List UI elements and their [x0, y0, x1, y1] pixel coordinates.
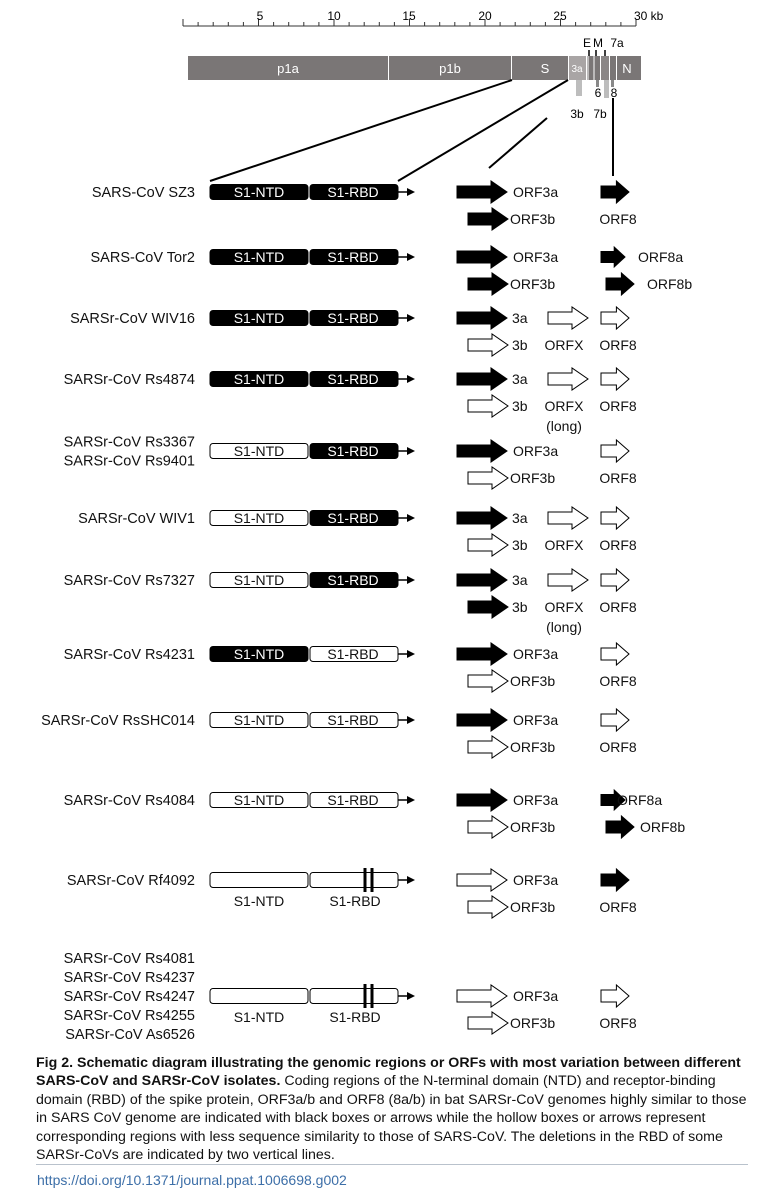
orf3b-label: 3b: [512, 599, 528, 615]
orf3a-label: ORF3a: [513, 249, 559, 265]
isolate-name: SARSr-CoV RsSHC014: [41, 713, 195, 729]
isolate-row: [92, 181, 637, 230]
spike-arrow-head: [407, 314, 415, 322]
ntd-label: S1-NTD: [233, 249, 285, 265]
segment-label-s: S: [540, 61, 550, 76]
orf8-arrow: [601, 181, 629, 203]
ntd-label: S1-NTD: [233, 310, 285, 326]
orf8-label: ORF8: [599, 1015, 637, 1031]
orfx-label: ORFX: [544, 398, 584, 414]
orfx-label: ORFX: [544, 537, 584, 553]
orfx-label: ORFX: [544, 599, 584, 615]
ntd-label: S1-NTD: [233, 712, 285, 728]
segment-3b: [576, 80, 582, 96]
orf3b-arrow: [468, 395, 508, 417]
orf3a-label: ORF3a: [513, 443, 559, 459]
orf3b-label: ORF3b: [510, 899, 556, 915]
orf3b-label: 3b: [512, 337, 528, 353]
isolate-name: SARS-CoV SZ3: [91, 185, 195, 201]
spike-arrow-head: [407, 716, 415, 724]
isolate-name: SARSr-CoV As6526: [65, 1027, 195, 1043]
orf8-label: ORF8: [599, 739, 637, 755]
orf3a-arrow: [457, 709, 507, 731]
spike-arrow-head: [407, 992, 415, 1000]
segment-label-p1a: p1a: [277, 61, 299, 76]
ntd-label: S1-NTD: [233, 572, 285, 588]
orf8-label: ORF8: [599, 673, 637, 689]
ntd-label: S1-NTD: [233, 371, 285, 387]
segment-label-n: N: [622, 61, 632, 76]
rbd-label: S1-RBD: [327, 712, 379, 728]
orf3a-label: ORF3a: [513, 988, 559, 1004]
orf8-label: ORF8: [599, 211, 637, 227]
orf3a-label: ORF3a: [513, 184, 559, 200]
isolate-name: SARSr-CoV Rs4081: [63, 951, 195, 967]
orf3b-label: 3b: [512, 537, 528, 553]
isolate-name: SARSr-CoV Rs4084: [63, 793, 195, 809]
orf8a-arrow: [601, 247, 625, 267]
spike-arrow-head: [407, 650, 415, 658]
orf3a-label: ORF3a: [513, 646, 559, 662]
segment-8: [610, 56, 616, 80]
isolate-row: [64, 368, 637, 434]
orf3b-arrow: [468, 208, 508, 230]
orf3a-arrow: [457, 246, 507, 268]
ruler-label-15: 15: [402, 9, 416, 23]
orf8-label: ORF8: [599, 398, 637, 414]
label-m: M: [593, 36, 603, 50]
spike-rbd-box: [310, 873, 398, 888]
spike-arrow-head: [407, 514, 415, 522]
ntd-label: S1-NTD: [233, 443, 285, 459]
rbd-label: S1-RBD: [327, 249, 379, 265]
isolate-row: [91, 246, 693, 295]
isolate-name: SARS-CoV Tor2: [90, 250, 195, 266]
orf3b-arrow: [468, 1012, 508, 1034]
isolate-row: [70, 307, 637, 356]
spike-ntd-box: [210, 873, 308, 888]
segment-7b: [604, 80, 609, 98]
rbd-label: S1-RBD: [329, 1009, 381, 1025]
ruler-label-25: 25: [553, 9, 567, 23]
orf8-label: ORF8: [599, 337, 637, 353]
orf3b-label: 3b: [512, 398, 528, 414]
isolate-name: SARSr-CoV Rs4247: [63, 989, 195, 1005]
ntd-label: S1-NTD: [233, 646, 285, 662]
rbd-label: S1-RBD: [327, 371, 379, 387]
ntd-label: S1-NTD: [233, 1009, 285, 1025]
orf3b-arrow: [468, 670, 508, 692]
isolate-row: [64, 569, 637, 635]
connector-s-left: [210, 80, 512, 181]
isolate-row: [67, 868, 637, 918]
rbd-label: S1-RBD: [327, 646, 379, 662]
orf3a-label: ORF3a: [513, 792, 559, 808]
orf3b-arrow: [468, 534, 508, 556]
ruler-label-30kb: 30 kb: [634, 9, 664, 23]
orf3b-arrow: [468, 273, 508, 295]
orf8-arrow: [601, 368, 629, 390]
orf8-arrow: [601, 985, 629, 1007]
orfx-arrow: [548, 569, 588, 591]
spike-ntd-box: [210, 989, 308, 1004]
isolate-row: [64, 951, 637, 1043]
orf3a-arrow: [457, 307, 507, 329]
caption-body: Coding regions of the N-terminal domain (NTD) and receptor-binding domain (RBD) of the spike protein, ORF3a/b and ORF8 (8a/b) in bat SARSr-CoV genomes highly similar to those in SARS CoV genome are indicated with black boxes or arrows while the hollow boxes or arrows represent corresponding regions with less sequence similarity to those of SARS-CoV. The deletions in the RBD of some SARSr-CoVs are indicated by two vertical lines.: [36, 1073, 747, 1164]
orf8-arrow: [601, 569, 629, 591]
orf8b-label: ORF8b: [640, 819, 686, 835]
rbd-label: S1-RBD: [327, 792, 379, 808]
ntd-label: S1-NTD: [233, 184, 285, 200]
orf8-label: ORF8: [599, 899, 637, 915]
isolate-name: SARSr-CoV Rs9401: [63, 453, 195, 470]
orf3a-arrow: [457, 181, 507, 203]
orf3a-arrow: [457, 569, 507, 591]
orfx-long-label: (long): [546, 418, 582, 434]
ruler-label-10: 10: [327, 9, 341, 23]
orf8-label: ORF8: [599, 537, 637, 553]
kb-ruler: [183, 9, 664, 26]
orf3b-label: ORF3b: [510, 819, 556, 835]
orf3b-label: ORF3b: [510, 739, 556, 755]
segment-7a: [601, 56, 609, 80]
orf8-arrow: [601, 869, 629, 891]
orf3b-arrow: [468, 736, 508, 758]
orf3b-label: ORF3b: [510, 276, 556, 292]
spike-arrow-head: [407, 447, 415, 455]
ntd-label: S1-NTD: [233, 510, 285, 526]
isolate-row: [64, 435, 637, 490]
orf3a-label: 3a: [512, 310, 528, 326]
isolate-row: [41, 709, 637, 758]
isolate-name: SARSr-CoV Rs4255: [63, 1008, 195, 1024]
caption-divider: [36, 1164, 748, 1165]
orf8-label: ORF8: [599, 470, 637, 486]
rbd-label: S1-RBD: [327, 510, 379, 526]
label-7b: 7b: [593, 107, 607, 121]
caption-title: Fig 2. Schematic diagram illustrating the genomic regions or ORFs with most variation between different SARS-CoV and SARSr-CoV isolates.: [36, 1055, 741, 1090]
rbd-label: S1-RBD: [327, 310, 379, 326]
orf8b-arrow: [606, 273, 634, 295]
orf3b-label: ORF3b: [510, 1015, 556, 1031]
isolate-name: SARSr-CoV Rs4237: [63, 970, 195, 986]
orf8b-arrow: [606, 816, 634, 838]
isolate-rows: [41, 181, 692, 1043]
orf3a-label: 3a: [512, 510, 528, 526]
orf8-arrow: [601, 643, 629, 665]
isolate-row: [64, 789, 686, 838]
ruler-label-5: 5: [256, 9, 264, 23]
orf3b-arrow: [468, 596, 508, 618]
orf8-arrow: [601, 507, 629, 529]
isolate-name: SARSr-CoV Rs4874: [63, 372, 195, 388]
orf3b-arrow: [468, 334, 508, 356]
label-7a: 7a: [610, 36, 624, 50]
doi-link[interactable]: https://doi.org/10.1371/journal.ppat.1006698.g002: [37, 1172, 347, 1188]
label-6: 6: [594, 86, 602, 100]
orf3b-label: ORF3b: [510, 470, 556, 486]
connector-s-right: [398, 80, 568, 181]
orf3a-label: 3a: [512, 371, 528, 387]
label-e: E: [582, 36, 592, 50]
orf3b-label: ORF3b: [510, 673, 556, 689]
orf3a-arrow: [457, 985, 507, 1007]
orfx-arrow: [548, 368, 588, 390]
spike-arrow-head: [407, 876, 415, 884]
orf8-arrow: [601, 709, 629, 731]
orf8-arrow: [601, 307, 629, 329]
spike-rbd-box: [310, 989, 398, 1004]
isolate-row: [78, 507, 637, 556]
orfx-arrow: [548, 307, 588, 329]
segment-label-3a: 3a: [571, 64, 583, 75]
orf3a-arrow: [457, 869, 507, 891]
orf3a-label: 3a: [512, 572, 528, 588]
orfx-long-label: (long): [546, 619, 582, 635]
label-8: 8: [610, 86, 618, 100]
orfx-arrow: [548, 507, 588, 529]
orfx-label: ORFX: [544, 337, 584, 353]
orf8-arrow: [601, 440, 629, 462]
isolate-name: SARSr-CoV Rf4092: [66, 873, 195, 889]
spike-arrow-head: [407, 576, 415, 584]
ntd-label: S1-NTD: [233, 893, 285, 909]
isolate-row: [64, 643, 637, 692]
rbd-label: S1-RBD: [327, 443, 379, 459]
orf3a-arrow: [457, 789, 507, 811]
isolate-name: SARSr-CoV Rs4231: [63, 647, 195, 663]
orf8-label: ORF8: [599, 599, 637, 615]
orf3b-arrow: [468, 816, 508, 838]
spike-arrow-head: [407, 375, 415, 383]
connector-orf3: [489, 118, 547, 168]
isolate-name: SARSr-CoV WIV16: [70, 311, 195, 327]
orf3a-arrow: [457, 507, 507, 529]
orf3a-label: ORF3a: [513, 712, 559, 728]
genome-map: [188, 36, 641, 121]
isolate-name: SARSr-CoV Rs3367: [63, 434, 195, 451]
orf8a-label: ORF8a: [638, 249, 684, 265]
orf3b-arrow: [468, 896, 508, 918]
spike-arrow-head: [407, 188, 415, 196]
isolate-name: SARSr-CoV Rs7327: [63, 573, 195, 589]
isolate-name: SARSr-CoV WIV1: [78, 511, 195, 527]
ruler-label-20: 20: [478, 9, 492, 23]
figure-caption: [36, 1054, 748, 1164]
orf8b-label: ORF8b: [647, 276, 693, 292]
segment-label-p1b: p1b: [439, 61, 461, 76]
spike-arrow-head: [407, 796, 415, 804]
rbd-label: S1-RBD: [329, 893, 381, 909]
orf3a-arrow: [457, 368, 507, 390]
connector-lines: [210, 80, 613, 181]
orf3a-arrow: [457, 643, 507, 665]
orf3a-arrow: [457, 440, 507, 462]
label-3b: 3b: [570, 107, 584, 121]
orf3b-label: ORF3b: [510, 211, 556, 227]
spike-arrow-head: [407, 253, 415, 261]
ntd-label: S1-NTD: [233, 792, 285, 808]
orf3b-arrow: [468, 467, 508, 489]
rbd-label: S1-RBD: [327, 184, 379, 200]
orf8a-label: ORF8a: [617, 792, 663, 808]
rbd-label: S1-RBD: [327, 572, 379, 588]
orf3a-label: ORF3a: [513, 872, 559, 888]
